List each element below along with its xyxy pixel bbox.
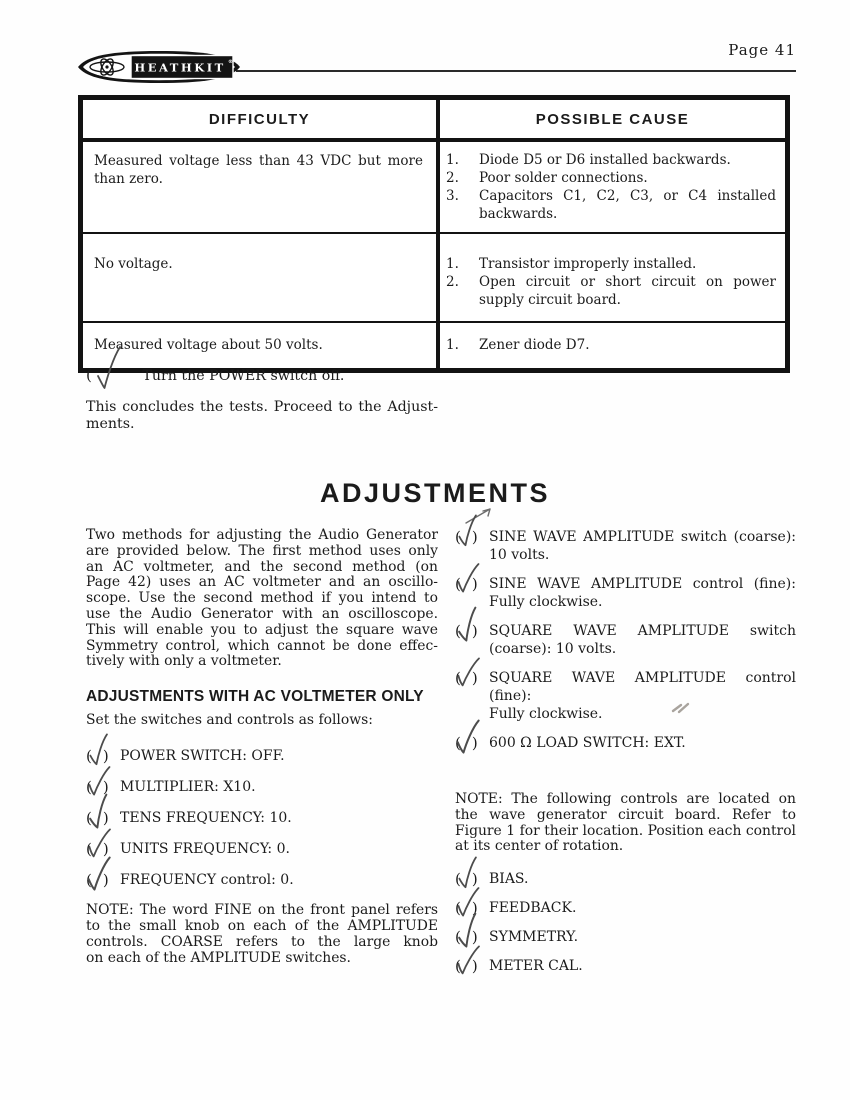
checklist-item-label: FEEDBACK. [489,900,577,917]
cause-text: Diode D5 or D6 installed backwards. [479,152,731,168]
right-column [455,528,796,986]
paragraph-line: ments. [86,415,135,432]
cause-item [446,273,776,309]
checkbox-paren: ) [102,747,109,766]
checkmark-icon [454,606,482,644]
checkbox-paren: ) [102,871,109,890]
checkmark-icon [455,719,481,756]
checkbox-paren: ) [471,669,478,687]
checkbox-paren: ( [455,528,461,546]
difficulty-cell: Measured voltage less than 43 VDC but more than zero. [83,142,440,232]
checklist-item [455,734,796,752]
checkbox-paren: ( [455,899,461,918]
pencil-smudge-mark [669,700,693,714]
paragraph-line: NOTE: The word FINE on the front panel refers [86,902,438,919]
checklist-item-label: (coarse): 10 volts. [489,641,617,657]
paragraph-line: tively with only a voltmeter. [86,653,282,670]
possible-cause-cell [440,234,785,321]
paragraph-line: Figure 1 for their location. Position each control [455,822,796,839]
checklist-item-label: POWER SWITCH: OFF. [120,748,285,765]
cause-number: 2. [446,170,459,187]
table-header-row [83,100,785,142]
cause-item [446,169,776,187]
possible-cause-cell [440,142,785,232]
checkbox-paren: ) [102,809,109,828]
cause-number: 1. [446,256,459,273]
cause-number: 3. [446,188,459,205]
checkbox-paren: ) [471,928,478,947]
cause-text: Open circuit or short circuit on power supply circuit board. [479,274,776,309]
paragraph-line: This concludes the tests. Proceed to the Adjust- [86,399,438,415]
checklist-item-label: Fully clockwise. [489,706,603,722]
checkmark-icon [455,561,480,595]
checkbox [455,957,478,975]
checkbox [455,669,478,687]
cause-number: 1. [446,152,459,168]
checklist-item-label: BIAS. [489,871,529,888]
checklist-item-label: MULTIPLIER: X10. [120,779,256,796]
checkmark-icon [455,655,481,690]
checkbox-paren: ) [471,870,478,889]
paragraph-line: use the Audio Generator with an oscilloscope. [86,605,438,622]
checkbox-paren: ( [86,778,92,797]
note-fine-coarse [86,903,438,966]
cause-text: Zener diode D7. [479,337,590,354]
checkbox [86,871,109,889]
checklist-item-label: SYMMETRY. [489,929,579,946]
checkbox-paren: ( [455,957,461,976]
paragraph-line: This will enable you to adjust the square wave [86,621,438,638]
checklist-item [86,747,438,765]
paragraph-line: to the small knob on each of the AMPLITUDE [86,917,438,934]
checkbox-paren: ( [86,871,92,890]
checklist-item-label: 10 volts. [489,547,550,563]
checkbox-paren: ( [86,366,92,384]
page-number: Page 41 [728,41,796,59]
checklist-item [86,778,438,796]
checkbox [455,528,478,546]
checklist-item-label: TENS FREQUENCY: 10. [120,810,292,827]
paragraph-line: are provided below. The first method uses only [86,542,438,559]
checkbox-paren: ( [455,734,461,752]
checkbox-paren: ( [86,747,92,766]
paragraph-line: at its center of rotation. [455,838,624,855]
paragraph-line: Two methods for adjusting the Audio Generator [86,527,438,543]
checkbox-paren: ( [455,575,461,593]
checklist-item-label: FREQUENCY control: 0. [120,872,294,889]
note-board-controls [455,792,796,855]
cause-text: Transistor improperly installed. [479,256,697,273]
checkbox-paren: ( [455,928,461,947]
adjustments-heading: ADJUSTMENTS [319,478,550,508]
checklist-item-label: SINE WAVE AMPLITUDE switch (coarse): [489,529,796,545]
checklist-item [455,899,796,917]
cause-text: Poor solder connections. [479,170,648,187]
heathkit-logo-badge [76,49,242,85]
checkbox-paren: ) [471,957,478,976]
paragraph-line: the wave generator circuit board. Refer to [455,806,796,823]
checkmark-icon [95,345,122,390]
cause-text: Capacitors C1, C2, C3, or C4 installed backwards. [479,188,776,223]
checklist-item [455,669,796,723]
checklist-item [455,622,796,658]
logo-registered-mark: ® [228,59,233,65]
logo-text: HEATHKIT [134,60,226,75]
column-header-difficulty: DIFFICULTY [83,100,440,138]
checkbox-paren: ( [455,870,461,889]
paragraph-line: NOTE: The following controls are located on [455,791,796,807]
checkmark-icon [455,943,481,978]
difficulty-cell: Measured voltage about 50 volts. [83,323,440,368]
checkbox-paren: ) [102,778,109,797]
checklist-item [455,575,796,611]
checkbox-paren: ) [471,899,478,918]
paragraph-line: on each of the AMPLITUDE switches. [86,949,351,966]
checkbox [455,734,478,752]
column-header-possible-cause: POSSIBLE CAUSE [535,111,690,128]
checkmark-icon [86,856,112,893]
paragraph-line: controls. COARSE refers to the large knob [86,933,438,950]
paragraph-line: Symmetry control, which cannot be done effec- [86,637,438,654]
checklist-item [86,809,438,827]
header-rule [236,70,796,72]
checkbox [86,747,109,765]
left-column [86,528,438,966]
checkbox-paren: ) [471,622,478,640]
checklist-item-label: Fully clockwise. [489,594,603,610]
checkmark-icon [85,793,113,831]
checklist-item [455,870,796,888]
table-row [83,234,785,323]
cause-item [446,336,776,354]
conclusion-paragraph [86,399,438,432]
cause-number: 2. [446,274,459,291]
checkbox-paren: ) [471,528,478,546]
paragraph-line: Page 42) uses an AC voltmeter and an oscillo- [86,574,438,591]
checkbox-paren: ) [471,575,478,593]
intro-paragraph [86,528,438,670]
section-heading: ADJUSTMENTS WITH AC VOLTMETER ONLY [86,688,424,706]
power-off-check-line [86,366,344,384]
table-row [83,323,785,368]
table-row [83,142,785,234]
troubleshooting-table [78,95,790,373]
checklist-item-label: SINE WAVE AMPLITUDE control (fine): [489,576,796,592]
checkbox [455,622,478,640]
checklist-item [86,840,438,858]
checklist-item [455,928,796,946]
front-panel-checklist [86,747,438,889]
paragraph-line: an AC voltmeter, and the second method (on [86,558,438,575]
checkbox [455,575,478,593]
cause-number: 1. [446,337,459,354]
checklist-item-label: METER CAL. [489,958,583,975]
paragraph-line: scope. Use the second method if you intend to [86,590,438,607]
checkbox-paren: ( [86,809,92,828]
checkbox-paren: ) [471,734,478,752]
checklist-item-label: SQUARE WAVE AMPLITUDE control (fine): [489,670,796,704]
heathkit-logo [76,49,242,85]
checkbox [86,809,109,827]
checkbox-paren: ( [455,669,461,687]
checklist-item [455,528,796,564]
amplitude-checklist [455,528,796,752]
checklist-item [86,871,438,889]
checkbox-paren: ( [455,622,461,640]
difficulty-cell: No voltage. [83,234,440,321]
possible-cause-cell [440,323,785,368]
checklist-item [455,957,796,975]
circuit-board-checklist [455,870,796,975]
checkbox-paren: ) [102,840,109,859]
cause-item [446,151,776,169]
checkmark-icon [87,733,111,766]
section-intro: Set the switches and controls as follows: [86,712,373,729]
checklist-item-label: 600 Ω LOAD SWITCH: EXT. [489,735,686,751]
power-off-text: Turn the POWER switch off. [142,368,345,384]
checklist-item-label: UNITS FREQUENCY: 0. [120,841,290,858]
checkbox-paren: ( [86,840,92,859]
cause-item [446,187,776,223]
cause-item [446,255,776,273]
checklist-item-label: SQUARE WAVE AMPLITUDE switch [489,623,796,639]
checkmark-icon [456,514,480,547]
